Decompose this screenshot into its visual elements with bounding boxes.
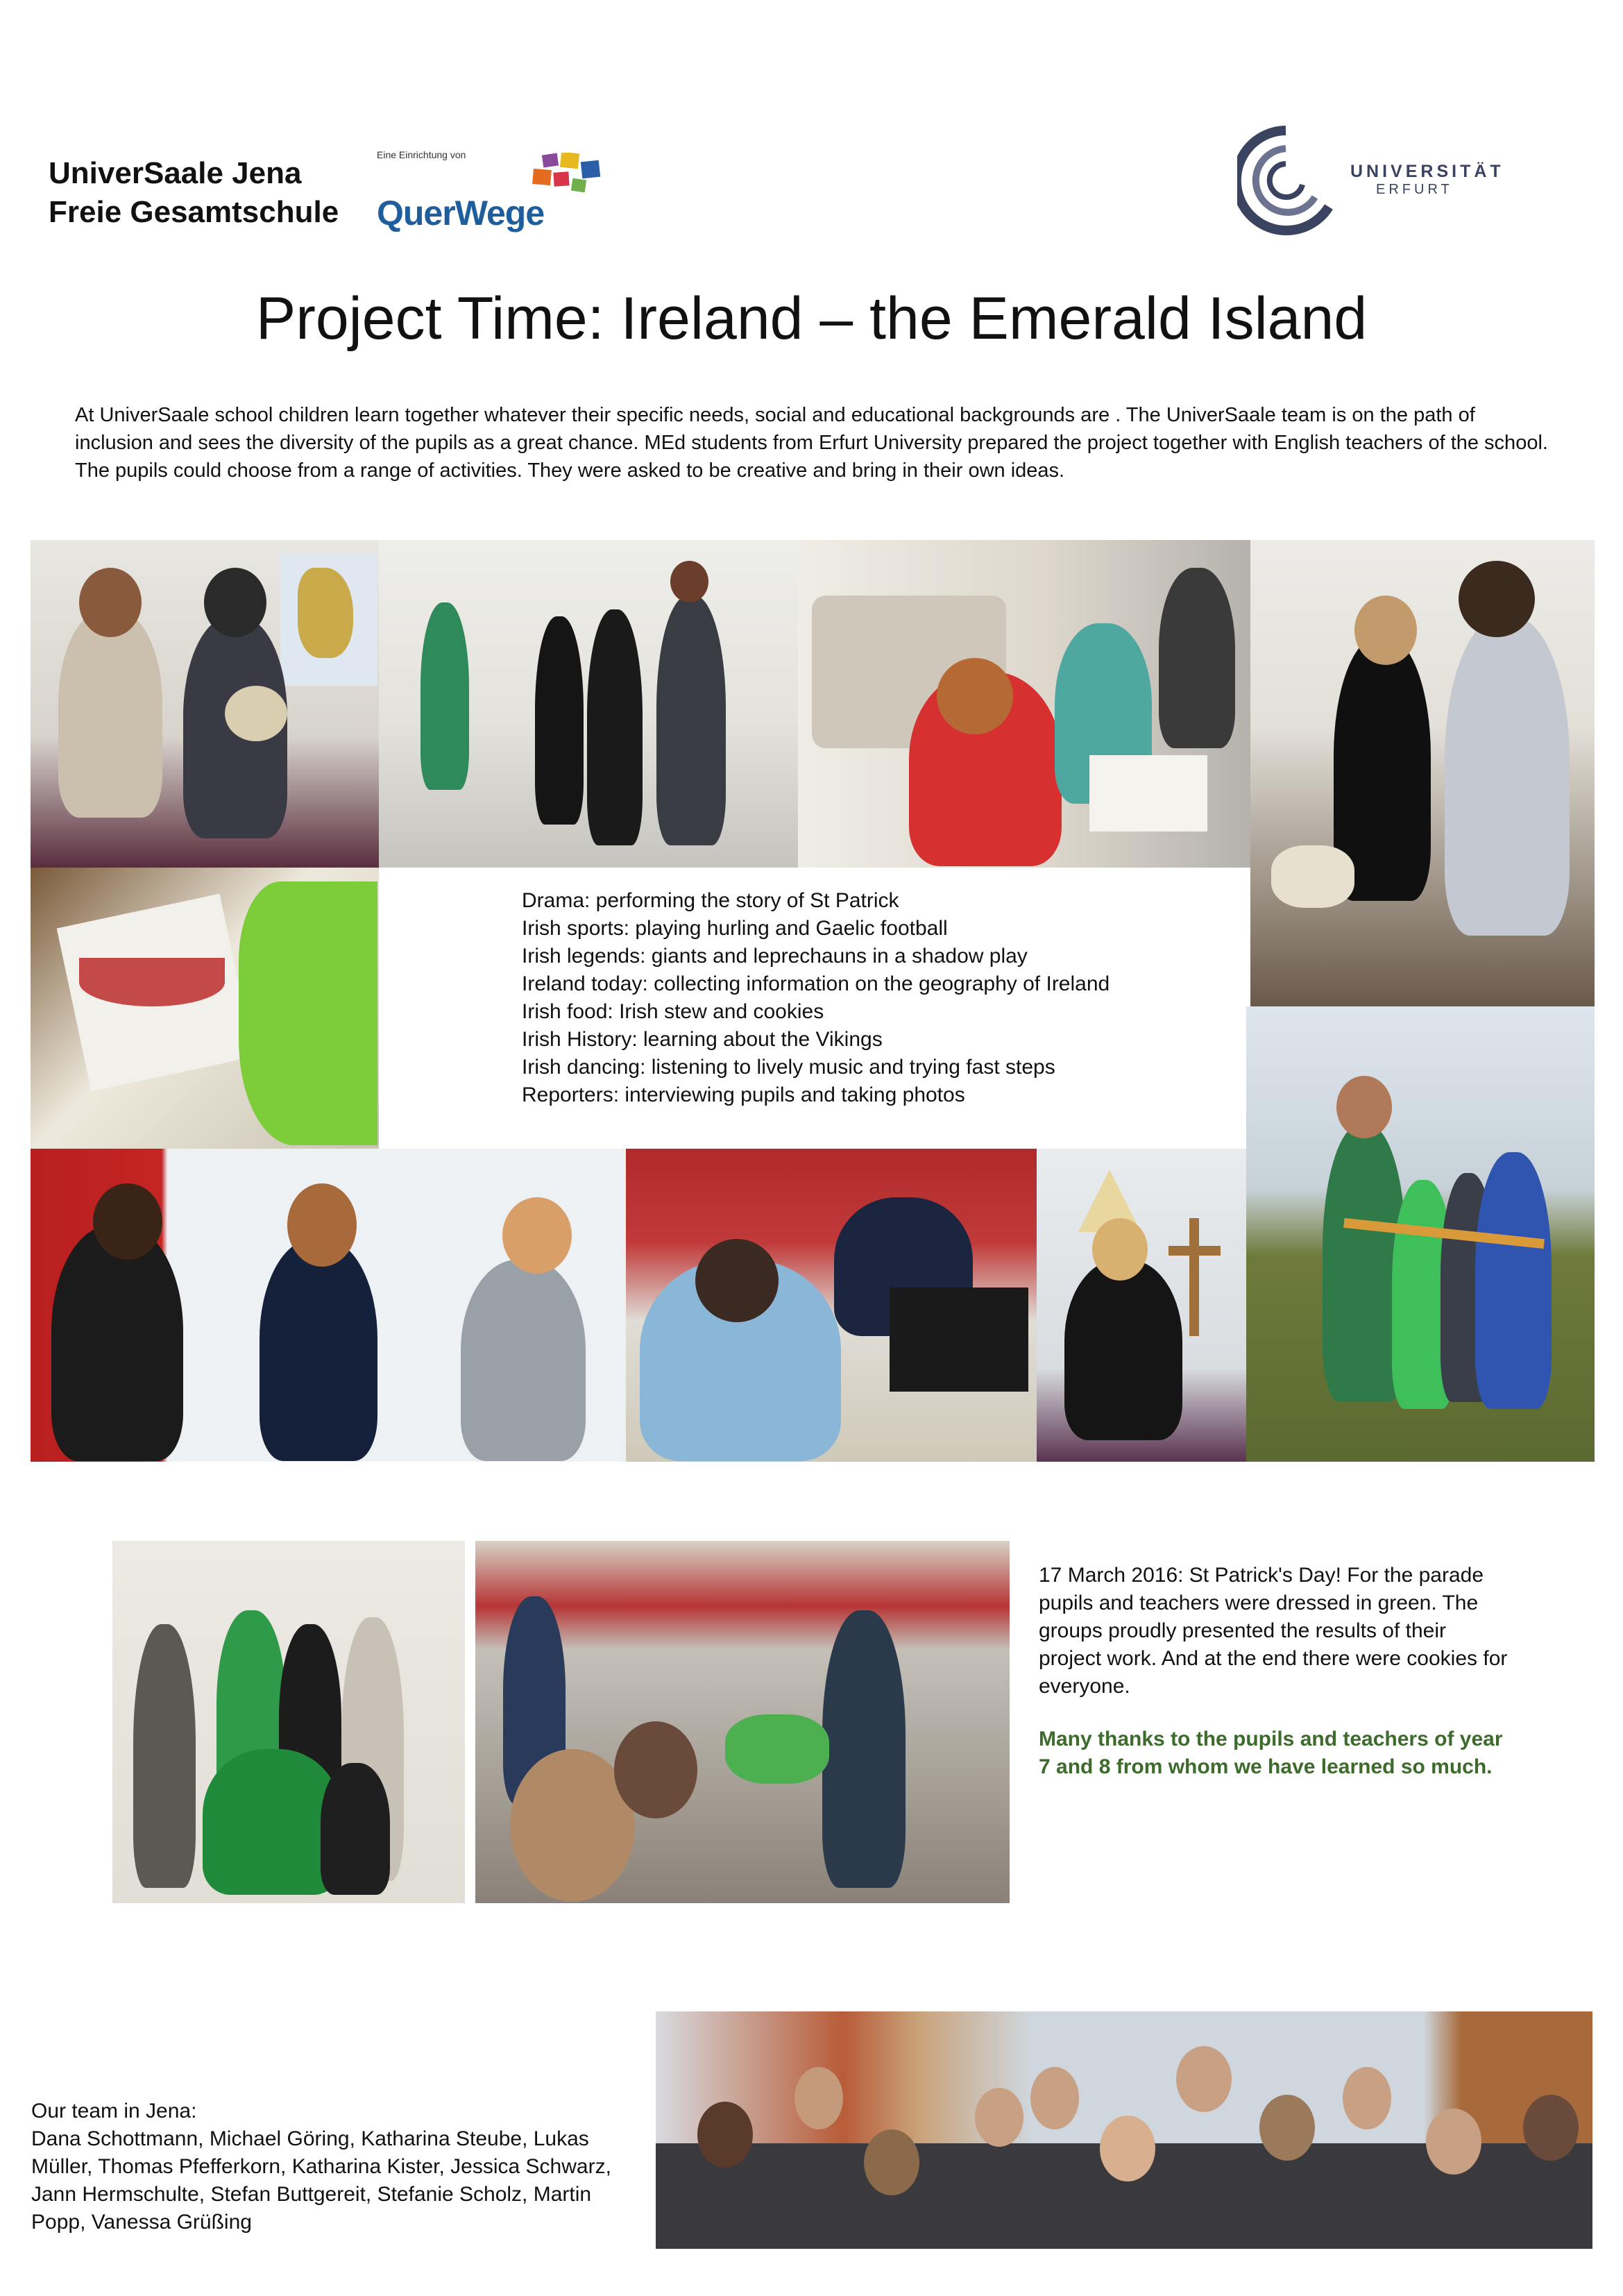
school-name <box>49 154 339 232</box>
activities-panel <box>379 868 1246 1149</box>
photo-irish-food <box>1250 540 1595 1006</box>
photo-parade-hall <box>475 1541 1010 1903</box>
activity-item: Irish food: Irish stew and cookies <box>522 1000 824 1023</box>
school-name-line2: Freie Gesamtschule <box>49 195 339 229</box>
activity-item: Ireland today: collecting information on the geography of Ireland <box>522 972 1110 995</box>
querwege-logo-icon <box>527 153 604 201</box>
photo-hurling <box>1246 1006 1595 1462</box>
page-title: Project Time: Ireland – the Emerald Island <box>255 285 1368 352</box>
activity-item: Irish legends: giants and leprechauns in a shadow play <box>522 945 1028 968</box>
activity-item: Irish dancing: listening to lively music and trying fast steps <box>522 1056 1055 1079</box>
photo-irish-dancing <box>379 540 798 868</box>
photo-st-patrick-costume <box>1037 1149 1246 1462</box>
activity-item: Irish sports: playing hurling and Gaelic football <box>522 917 948 940</box>
activity-item: Drama: performing the story of St Patrick <box>522 889 899 912</box>
querwege-tagline: Eine Einrichtung von <box>377 149 466 160</box>
university-name: UNIVERSITÄT <box>1350 162 1504 181</box>
photo-reporters <box>626 1149 1037 1462</box>
university-city: ERFURT <box>1376 182 1453 197</box>
school-name-line1: UniverSaale Jena <box>49 156 302 190</box>
team-credits <box>31 2097 642 2236</box>
activity-item: Reporters: interviewing pupils and taking photos <box>522 1083 965 1106</box>
intro-paragraph: At UniverSaale school children learn together whatever their specific needs, social and educational backgrounds are . The UniverSaale team is on the path of inclusion and sees the diversity of the pupils as a great chance. MEd students from Erfurt University prepared the project together with English teachers of the school. The pupils could choose from a range of activities. They were asked to be creative and bring in their own ideas. <box>75 404 1548 482</box>
photo-drama-st-patrick <box>31 1149 626 1462</box>
team-names: Dana Schottmann, Michael Göring, Katharina Steube, Lukas Müller, Thomas Pfefferkorn, Katharina Kister, Jessica Schwarz, Jann Hermschulte, Stefan Buttgereit, Stefanie Scholz, Martin Popp, Vanessa Grüßing <box>31 2127 611 2234</box>
photo-viking-ship-craft <box>31 868 379 1149</box>
thanks-paragraph: Many thanks to the pupils and teachers of year 7 and 8 from whom we have learned so much. <box>1039 1728 1503 1778</box>
university-erfurt-logo-icon <box>1237 125 1334 236</box>
team-heading: Our team in Jena: <box>31 2100 197 2122</box>
photo-shadow-play <box>798 540 1250 868</box>
querwege-logo-text: QuerWege <box>377 194 545 233</box>
activities-list <box>379 868 1246 1109</box>
photo-reading-students <box>31 540 379 868</box>
activity-item: Irish History: learning about the Vikings <box>522 1028 883 1051</box>
photo-green-group <box>112 1541 465 1903</box>
photo-team-jena <box>656 2011 1592 2249</box>
parade-paragraph: 17 March 2016: St Patrick's Day! For the parade pupils and teachers were dressed in green. The groups proudly presented the results of their project work. And at the end there were cookies for everyone. <box>1039 1564 1508 1698</box>
